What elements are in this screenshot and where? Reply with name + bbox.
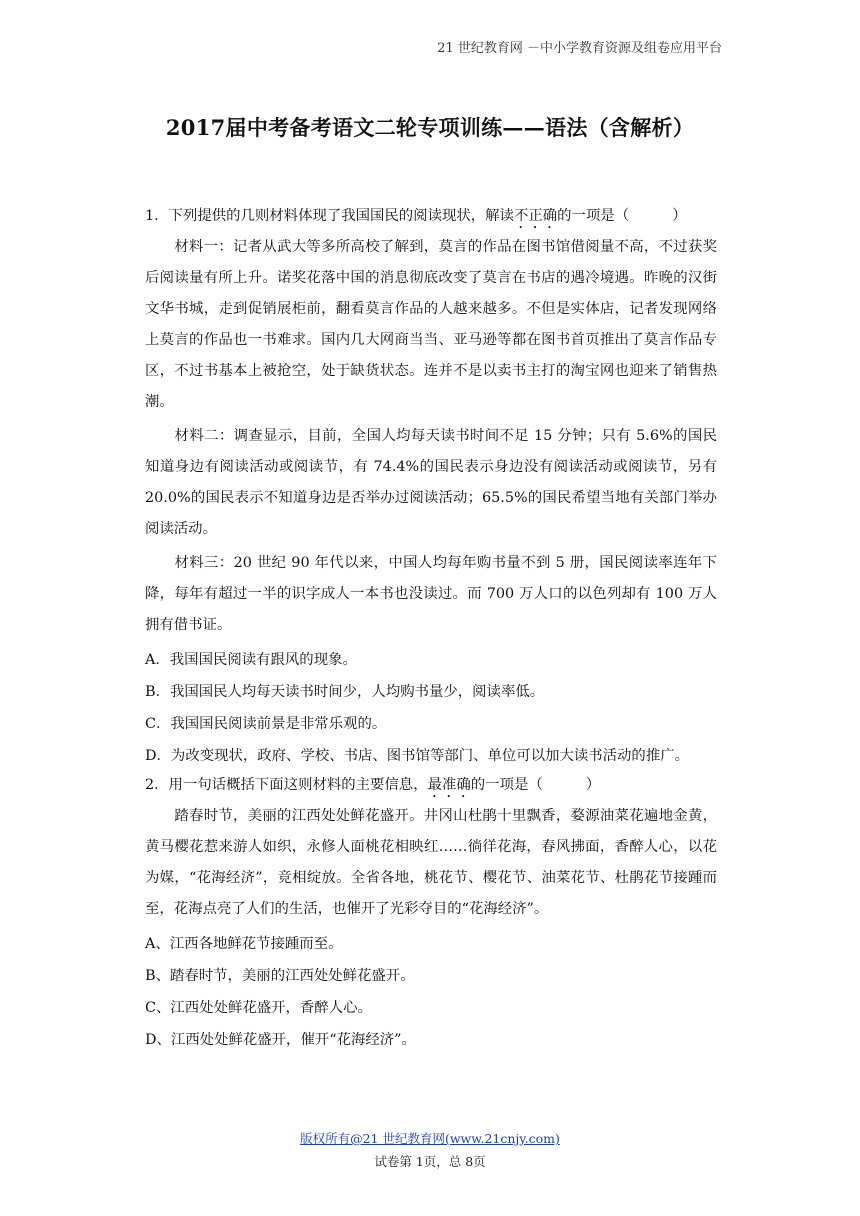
material-2: 材料二：调查显示，目前，全国人均每天读书时间不足 15 分钟；只有 5.6%的国民知道身边有阅读活动或阅读节，有 74.4%的国民表示身边没有阅读活动或阅读节，另有 20.0%的国民表示不知道身边是否举办过阅读活动；65.5%的国民希望当地有关部门举办阅读活动。: [145, 428, 717, 537]
emphasis-text: 最准确: [427, 777, 471, 793]
q2-option-d: D、江西处处鲜花盛开，催开“花海经济”。: [145, 1032, 416, 1048]
q2-option-a: A、江西各地鲜花节接踵而至。: [145, 936, 343, 952]
page-header: 21 世纪教育网 －中小学教育资源及组卷应用平台: [437, 41, 722, 56]
q1-option-b: B．我国国民人均每天读书时间少，人均购书量少，阅读率低。: [145, 684, 545, 700]
copyright-link[interactable]: 版权所有@21 世纪教育网(www.21cnjy.com): [300, 1131, 560, 1146]
question-2-stem: 2．用一句话概括下面这则材料的主要信息，最准确的一项是（ ）: [145, 777, 601, 793]
q2-option-b: B、踏春时节，美丽的江西处处鲜花盛开。: [145, 968, 415, 984]
q1-option-a: A．我国国民阅读有跟风的现象。: [145, 652, 357, 668]
question-2-passage: 踏春时节，美丽的江西处处鲜花盛开。井冈山杜鹃十里飘香，婺源油菜花遍地金黄，黄马樱花惹来游人如织，永修人面桃花相映红……徜徉花海，春风拂面，香醉人心，以花为媒，“花海经济”，竞相绽放。全省各地，桃花节、樱花节、油菜花节、杜鹃花节接踵而至，花海点亮了人们的生活，也催开了光彩夺目的“花海经济”。: [145, 808, 717, 917]
q2-option-c: C、江西处处鲜花盛开，香醉人心。: [145, 1000, 372, 1016]
question-content: [145, 203, 717, 1056]
q1-option-c: C．我国国民阅读前景是非常乐观的。: [145, 716, 387, 732]
document-title: 2017届中考备考语文二轮专项训练——语法（含解析）: [165, 115, 695, 140]
question-1-stem: 1．下列提供的几则材料体现了我国国民的阅读现状，解读不正确的一项是（ ）: [145, 208, 687, 224]
q1-option-d: D．为改变现状，政府、学校、书店、图书馆等部门、单位可以加大读书活动的推广。: [145, 748, 689, 764]
material-1: 材料一：记者从武大等多所高校了解到，莫言的作品在图书馆借阅量不高，不过获奖后阅读量有所上升。诺奖花落中国的消息彻底改变了莫言在书店的遇冷境遇。昨晚的汉街文华书城，走到促销展柜前，翻看莫言作品的人越来越多。不但是实体店，记者发现网络上莫言的作品也一书难求。国内几大网商当当、亚马逊等都在图书首页推出了莫言作品专区，不过书基本上被抢空，处于缺货状态。连并不是以卖书主打的淘宝网也迎来了销售热潮。: [145, 239, 717, 410]
emphasis-text: 不正确: [513, 208, 558, 224]
page-number: 试卷第 1页，总 8页: [374, 1154, 486, 1169]
material-3: 材料三：20 世纪 90 年代以来，中国人均每年购书量不到 5 册，国民阅读率连年下降，每年有超过一半的识字成人一本书也没读过。而 700 万人口的以色列却有 100 万人拥有借书证。: [145, 555, 717, 633]
